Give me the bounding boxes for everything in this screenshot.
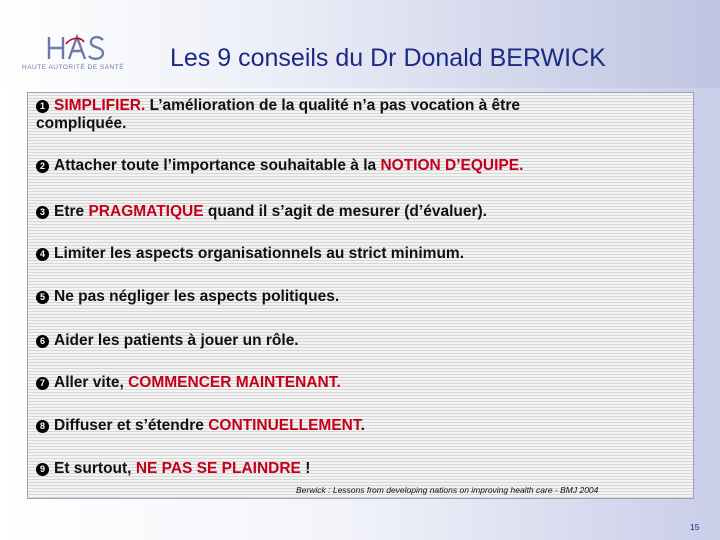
item-text: Attacher toute l’importance souhaitable à la [54, 157, 381, 174]
has-logo [22, 34, 132, 78]
number-badge-7: 7 [36, 377, 49, 390]
item-text: Ne pas négliger les aspects politiques. [54, 288, 340, 305]
slide-title: Les 9 conseils du Dr Donald BERWICK [170, 44, 606, 72]
item-text: Etre [54, 203, 89, 220]
list-item [36, 288, 339, 306]
has-logo-mark [46, 34, 116, 62]
item-text-rest: quand il s’agit de mesurer (d’évaluer). [203, 203, 487, 220]
advice-list-box [27, 92, 694, 499]
number-badge-3: 3 [36, 206, 49, 219]
item-text: Limiter les aspects organisationnels au strict minimum. [54, 245, 465, 262]
item-highlight: PRAGMATIQUE [88, 203, 204, 220]
list-item [36, 97, 520, 133]
list-item [36, 203, 487, 221]
item-highlight: NE PAS SE PLAINDRE [135, 460, 301, 477]
source-citation: Berwick : Lessons from developing nations on improving health care - BMJ 2004 [296, 485, 599, 495]
item-text: Diffuser et s’étendre [54, 417, 209, 434]
item-text: Et surtout, [54, 460, 136, 477]
item-highlight: SIMPLIFIER. [54, 97, 146, 114]
logo-subtitle: HAUTE AUTORITÉ DE SANTÉ [22, 64, 125, 71]
item-highlight: COMMENCER MAINTENANT. [128, 374, 341, 391]
number-badge-2: 2 [36, 160, 49, 173]
list-item [36, 460, 310, 478]
list-item [36, 245, 464, 263]
item-highlight: CONTINUELLEMENT [208, 417, 361, 434]
list-item [36, 157, 523, 175]
number-badge-1: 1 [36, 100, 49, 113]
number-badge-8: 8 [36, 420, 49, 433]
item-text: L’amélioration de la qualité n’a pas vocation à être [145, 97, 520, 114]
item-text: Aider les patients à jouer un rôle. [54, 332, 299, 349]
number-badge-5: 5 [36, 291, 49, 304]
item-text: Aller vite, [54, 374, 129, 391]
item-text-rest: ! [300, 460, 311, 477]
page-number: 15 [690, 522, 700, 532]
list-item [36, 417, 365, 435]
number-badge-9: 9 [36, 463, 49, 476]
list-item [36, 332, 299, 350]
item-text-rest: . [360, 417, 365, 434]
list-item [36, 374, 341, 392]
item-text-line2: compliquée. [36, 115, 127, 132]
number-badge-6: 6 [36, 335, 49, 348]
item-highlight: NOTION D’EQUIPE. [380, 157, 524, 174]
number-badge-4: 4 [36, 248, 49, 261]
